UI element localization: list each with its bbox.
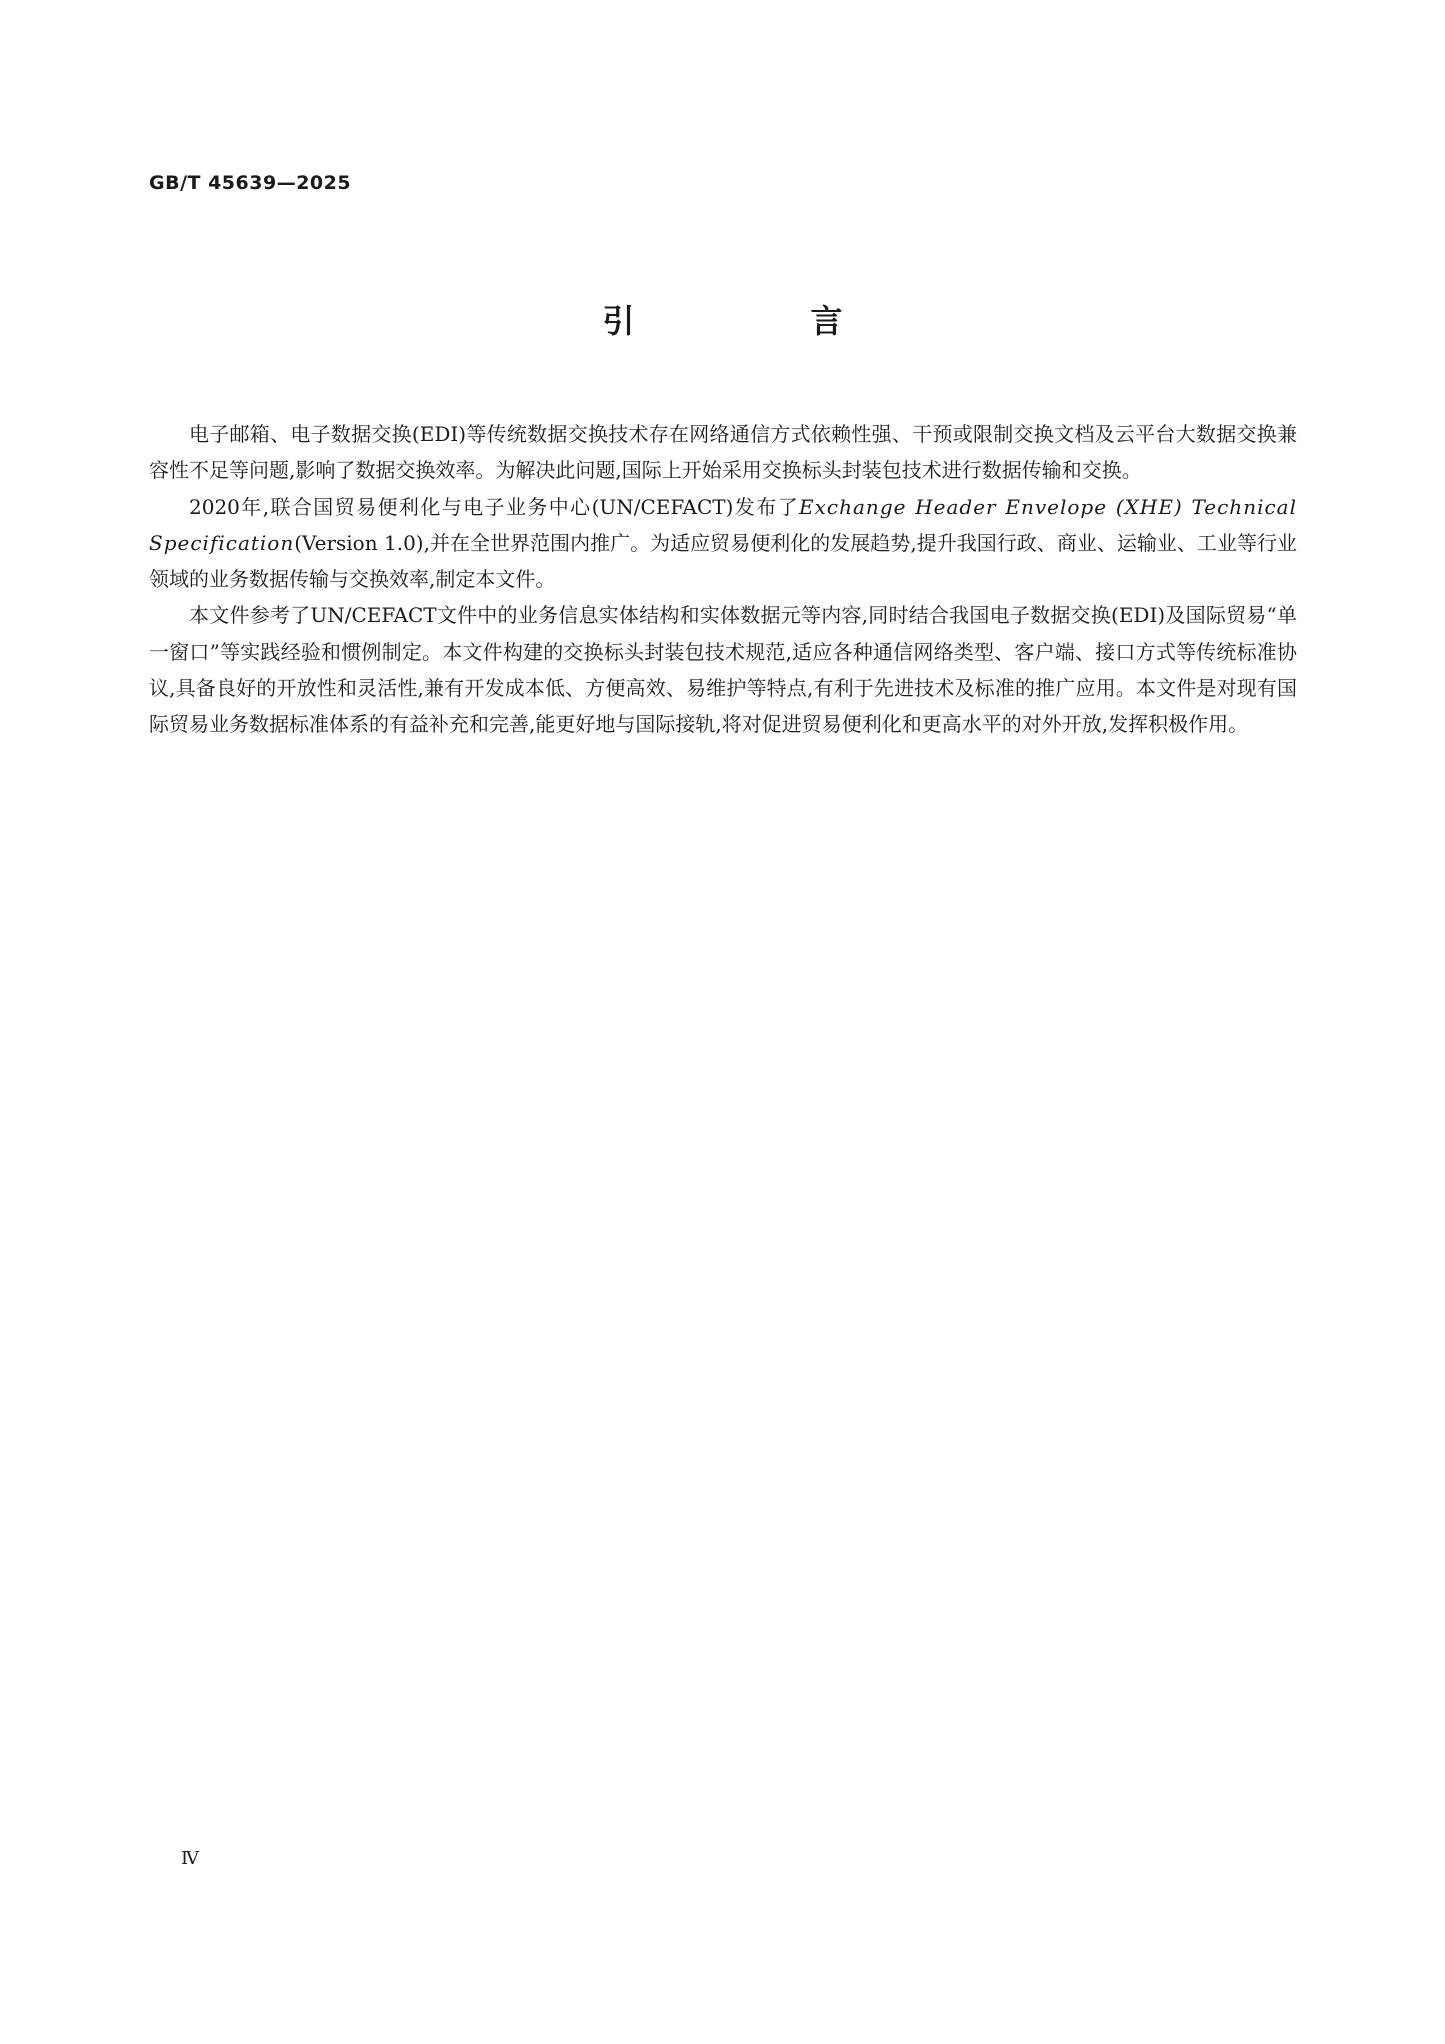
spec-title: Exchange Header Envelope (XHE) Technical Specification	[149, 494, 1297, 555]
paragraph-2-lead: 2020年,联合国贸易便利化与电子业务中心(UN/CEFACT)发布了	[189, 494, 800, 519]
page-title: 引 言	[602, 302, 915, 340]
page-number: Ⅳ	[181, 1848, 199, 1869]
paragraph-1: 电子邮箱、电子数据交换(EDI)等传统数据交换技术存在网络通信方式依赖性强、干预或限制交换文档及云平台大数据交换兼容性不足等问题,影响了数据交换效率。为解决此问题,国际上开始采用交换标头封装包技术进行数据传输和交换。	[149, 422, 1297, 483]
paragraph-2-tail: (Version 1.0),并在全世界范围内推广。为适应贸易便利化的发展趋势,提升我国行政、商业、运输业、工业等行业领域的业务数据传输与交换效率,制定本文件。	[149, 530, 1297, 592]
paragraph-2	[149, 489, 1297, 598]
standard-number: GB/T 45639—2025	[149, 172, 352, 194]
paragraph-3: 本文件参考了UN/CEFACT文件中的业务信息实体结构和实体数据元等内容,同时结合我国电子数据交换(EDI)及国际贸易“单一窗口”等实践经验和惯例制定。本文件构建的交换标头封装包技术规范,适应各种通信网络类型、客户端、接口方式等传统标准协议,具备良好的开放性和灵活性,兼有开发成本低、方便高效、易维护等特点,有利于先进技术及标准的推广应用。本文件是对现有国际贸易业务数据标准体系的有益补充和完善,能更好地与国际接轨,将对促进贸易便利化和更高水平的对外开放,发挥积极作用。	[149, 603, 1297, 737]
introduction-body	[149, 416, 1297, 743]
